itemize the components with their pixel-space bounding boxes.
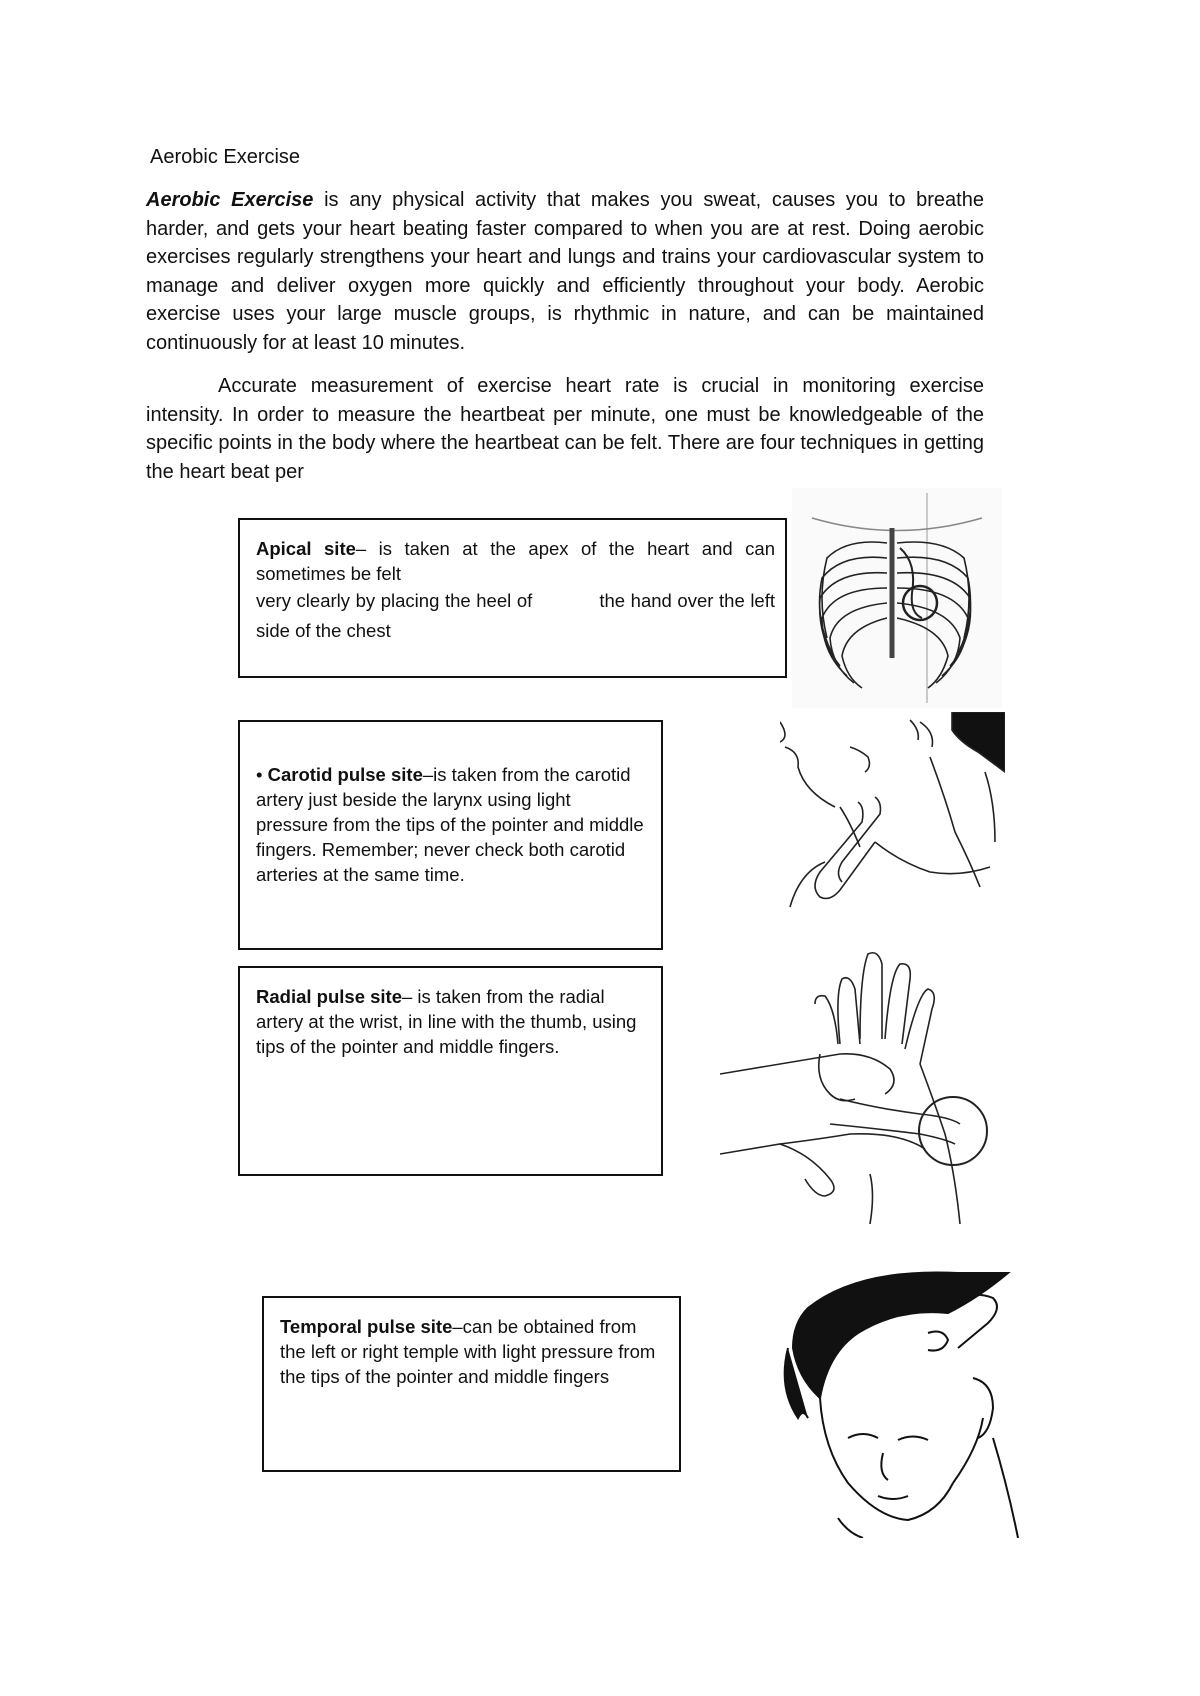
apical-text-2: very clearly by placing the heel of the hand over the left side of the chest bbox=[256, 590, 781, 641]
page-heading: Aerobic Exercise bbox=[150, 146, 301, 168]
temporal-site-box bbox=[262, 1296, 681, 1472]
radial-term: Radial pulse site bbox=[256, 986, 402, 1007]
temporal-text: –can be obtained from the left or right temple with light pressure from the tips of the pointer and middle fingers bbox=[280, 1316, 656, 1387]
radial-text: – is taken from the radial artery at the wrist, in line with the thumb, using tips of the pointer and middle fingers. bbox=[256, 986, 637, 1057]
apical-term: Apical site bbox=[256, 538, 356, 559]
intro-term: Aerobic Exercise bbox=[146, 189, 314, 211]
radial-site-box bbox=[238, 966, 663, 1176]
carotid-neck-illustration bbox=[780, 712, 1005, 917]
wrist-hand-illustration bbox=[720, 934, 1020, 1224]
carotid-bullet: • bbox=[256, 764, 268, 785]
ribcage-illustration bbox=[792, 488, 1002, 708]
intro-text: is any physical activity that makes you sweat, causes you to breathe harder, and gets your heart beating faster compared to when you are at rest. Doing aerobic exercises regularly strengthens your heart and lungs and trains your cardiovascular system to manage and deliver oxygen more quickly and efficiently throughout your body. Aerobic exercise uses your large muscle groups, is rhythmic in nature, and can be maintained continuously for at least 10 minutes. bbox=[146, 189, 984, 354]
carotid-term: Carotid pulse site bbox=[267, 764, 423, 785]
apical-text-1: – is taken at the apex of the heart and can sometimes be felt bbox=[256, 538, 775, 584]
apical-site-box bbox=[238, 518, 787, 678]
temporal-term: Temporal pulse site bbox=[280, 1316, 453, 1337]
carotid-site-box bbox=[238, 720, 663, 950]
carotid-text: –is taken from the carotid artery just beside the larynx using light pressure from the tips of the pointer and middle fingers. Remember; never check both carotid arteries at the same time. bbox=[256, 764, 644, 885]
measurement-paragraph: Accurate measurement of exercise heart rate is crucial in monitoring exercise intensity. In order to measure the heartbeat per minute, one must be knowledgeable of the specific points in the body where the heartbeat can be felt. There are four techniques in getting the heart beat per bbox=[146, 375, 984, 483]
temple-head-illustration bbox=[778, 1268, 1028, 1538]
intro-paragraph bbox=[146, 186, 984, 357]
